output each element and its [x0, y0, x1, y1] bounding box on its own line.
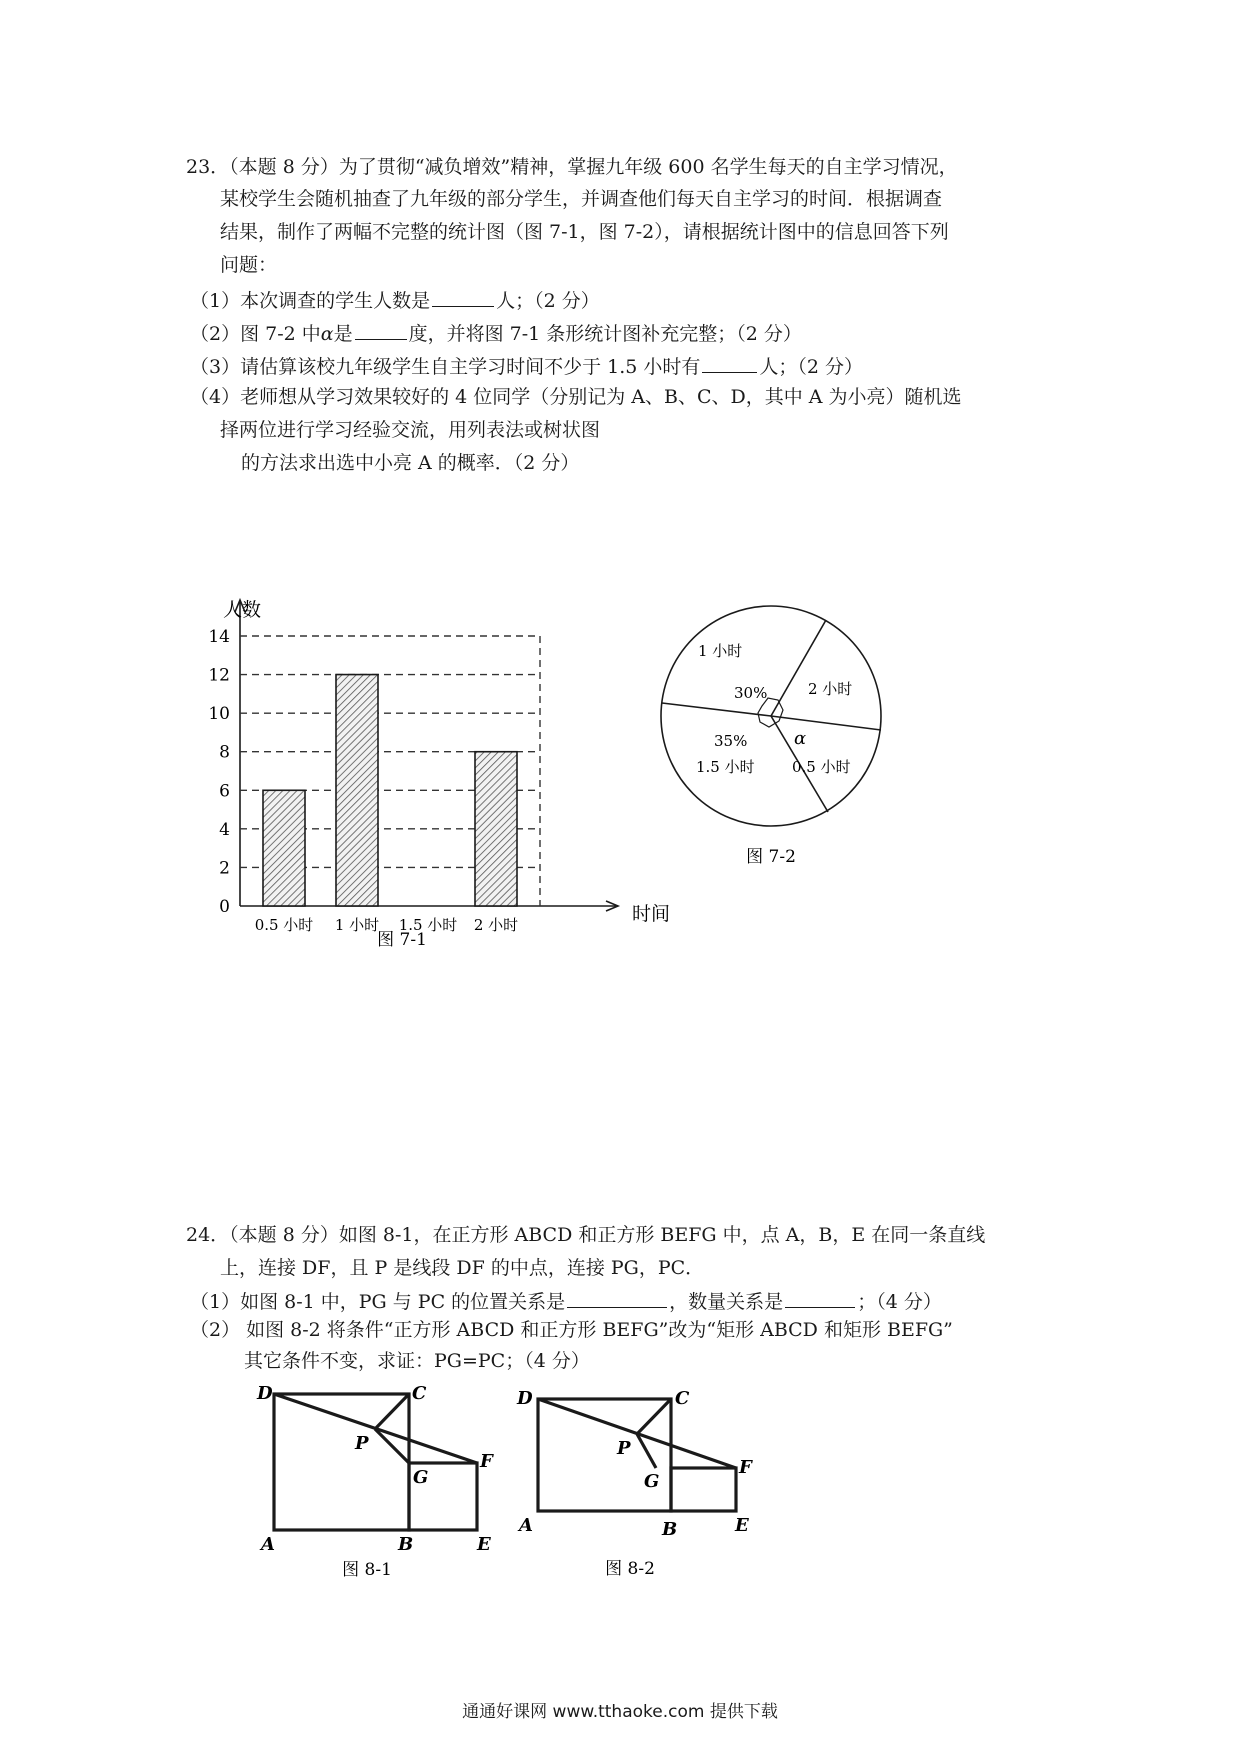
q23-sub3-post: 人；（2 分）: [759, 356, 864, 378]
y-tick-label: 0: [219, 897, 230, 917]
figure-caption: 图 8-1: [342, 1560, 392, 1580]
label-b: B: [398, 1534, 414, 1555]
q24-sub2-line2: 其它条件不变，求证：PG=PC；（4 分）: [244, 1350, 590, 1372]
label-f: F: [480, 1451, 493, 1472]
bar: [263, 790, 305, 906]
figure-caption: 图 8-2: [605, 1559, 655, 1579]
q23-sub4-line1: （4）老师想从学习效果较好的 4 位同学（分别记为 A、B、C、D，其中 A 为小亮）随机选: [190, 386, 962, 408]
q23-line2: 某校学生会随机抽查了九年级的部分学生，并调查他们每天自主学习的时间．根据调查: [220, 188, 943, 210]
y-tick-label: 2: [219, 858, 230, 879]
pie-chart-fig7-2: [640, 580, 900, 880]
q23-sub2-pre: （2）图 7-2 中: [190, 323, 321, 345]
pie-slice-label: 0.5 小时: [792, 758, 851, 776]
bar-chart-fig7-1: [200, 590, 680, 960]
pie-slice-label: 1 小时: [698, 642, 743, 660]
q23-line3: 结果，制作了两幅不完整的统计图（图 7-1，图 7-2），请根据统计图中的信息回答下列: [220, 221, 949, 243]
figure-8-1: [255, 1375, 515, 1585]
q23-sub1-post: 人；（2 分）: [496, 290, 600, 312]
x-axis-label: 时间: [632, 903, 671, 925]
answer-blank[interactable]: [702, 353, 757, 373]
label-a: A: [519, 1515, 533, 1536]
angle-arc-mark: [758, 698, 783, 727]
q24-line1: 24．（本题 8 分）如图 8-1，在正方形 ABCD 和正方形 BEFG 中，点 A，B，E 在同一条直线: [186, 1224, 986, 1246]
q23-sub2: [190, 320, 802, 347]
label-d: D: [517, 1388, 533, 1409]
figure-8-2: [515, 1375, 775, 1585]
answer-blank[interactable]: [567, 1288, 667, 1308]
y-axis-label: 人数: [223, 599, 262, 621]
q23-sub1-pre: （1）本次调查的学生人数是: [190, 290, 431, 312]
q23-sub1: [190, 287, 600, 314]
answer-blank[interactable]: [785, 1288, 855, 1308]
bar: [475, 752, 517, 906]
y-tick-label: 4: [219, 819, 230, 840]
label-p: P: [355, 1433, 369, 1454]
y-tick-label: 8: [219, 742, 230, 763]
q24-line2: 上，连接 DF，且 P 是线段 DF 的中点，连接 PG，PC．: [220, 1257, 705, 1279]
q23-sub4-line2: 择两位进行学习经验交流，用列表法或树状图: [220, 419, 601, 441]
q24-sub1-mid: ，数量关系是: [669, 1291, 784, 1313]
label-e: E: [477, 1534, 491, 1555]
label-b: B: [662, 1519, 678, 1540]
pie-slice-percent: 35%: [714, 732, 748, 750]
q24-sub2-line1: （2） 如图 8-2 将条件“正方形 ABCD 和正方形 BEFG”改为“矩形 ABCD 和矩形 BEFG”: [190, 1319, 953, 1341]
y-tick-label: 6: [219, 781, 230, 802]
x-tick-label: 1.5 小时: [398, 916, 458, 934]
label-p: P: [617, 1438, 631, 1459]
pie-slice-percent: 30%: [734, 684, 768, 702]
x-tick-label: 1 小时: [334, 916, 380, 934]
label-c: C: [412, 1383, 427, 1404]
y-tick-label: 12: [208, 665, 230, 686]
y-tick-label: 14: [208, 627, 230, 647]
q24-sub1: [190, 1288, 942, 1315]
alpha-symbol: α: [320, 323, 334, 345]
x-tick-label: 2 小时: [473, 916, 519, 934]
rectangle-abcd: [538, 1399, 671, 1511]
rectangle-befg: [671, 1468, 736, 1511]
page-footer: 通通好课网 www.tthaoke.com 提供下载: [462, 1702, 778, 1722]
alpha-label: α: [794, 728, 807, 749]
q24-sub1-post: ；（4 分）: [857, 1291, 942, 1313]
label-a: A: [261, 1534, 275, 1555]
label-c: C: [675, 1388, 690, 1409]
q23-sub3-pre: （3）请估算该校九年级学生自主学习时间不少于 1.5 小时有: [190, 356, 701, 378]
pie-slice-label: 2 小时: [808, 680, 853, 698]
q23-sub3: [190, 353, 863, 380]
figure-caption: 图 7-1: [377, 930, 427, 950]
segment-pc: [637, 1399, 671, 1434]
figure-caption: 图 7-2: [746, 847, 796, 867]
label-e: E: [735, 1515, 749, 1536]
q23-sub4-line3: 的方法求出选中小亮 A 的概率．（2 分）: [241, 452, 580, 474]
q23-sub2-post: 度，并将图 7-1 条形统计图补充完整；（2 分）: [408, 323, 802, 345]
q23-line1: 23．（本题 8 分）为了贯彻“减负增效”精神，掌握九年级 600 名学生每天的自主学习情况，: [186, 156, 958, 178]
answer-blank[interactable]: [355, 320, 407, 340]
q24-sub1-pre: （1）如图 8-1 中，PG 与 PC 的位置关系是: [190, 1291, 566, 1313]
q23-sub2-mid: 是: [333, 323, 353, 345]
segment-pc: [375, 1394, 409, 1429]
pie-divider: [662, 703, 771, 716]
label-f: F: [739, 1457, 752, 1478]
bar: [336, 675, 378, 906]
y-tick-label: 10: [208, 704, 230, 725]
pie-divider: [771, 716, 881, 730]
pie-slice-label: 1.5 小时: [696, 758, 755, 776]
answer-blank[interactable]: [432, 287, 494, 307]
q23-line4: 问题：: [220, 254, 278, 276]
x-tick-label: 0.5 小时: [254, 916, 314, 934]
label-d: D: [257, 1383, 273, 1404]
label-g: G: [413, 1467, 429, 1488]
label-g: G: [644, 1471, 660, 1492]
